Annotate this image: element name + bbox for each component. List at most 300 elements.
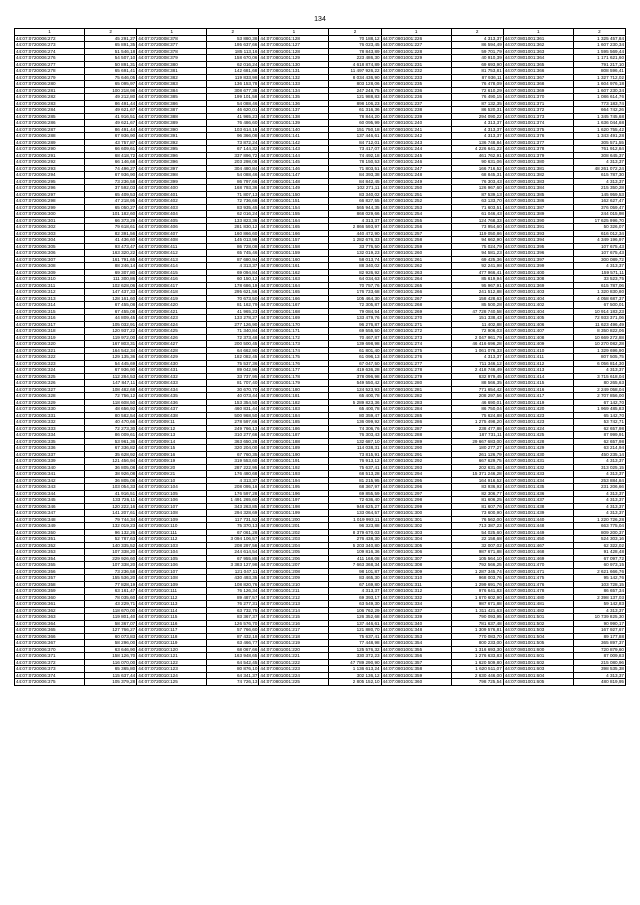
cadastral-number-cell: 44:07:0801001:265 bbox=[381, 282, 451, 289]
cadastral-value-cell: 176 733,68 bbox=[329, 289, 381, 296]
cadastral-value-cell: 1 329 696,90 bbox=[573, 347, 625, 354]
cadastral-value-cell: 69 393,17 bbox=[329, 594, 381, 601]
cadastral-value-cell: 83 340,02 bbox=[329, 191, 381, 198]
cadastral-value-cell: 4 313,37 bbox=[573, 367, 625, 374]
cadastral-number-cell: 44:07:0801001:357 bbox=[381, 659, 451, 666]
cadastral-value-cell: 58 367,07 bbox=[85, 620, 137, 627]
cadastral-number-cell: 44:07:0801001:273 bbox=[381, 334, 451, 341]
cadastral-number-cell: 44:07:0801001:194 bbox=[259, 477, 329, 484]
cadastral-value-cell: 59 701,79 bbox=[451, 48, 503, 55]
cadastral-number-cell: 44:07:0720006:315 bbox=[15, 308, 85, 315]
cadastral-value-cell: 549 550,42 bbox=[329, 380, 381, 387]
column-header: 1 bbox=[15, 29, 85, 36]
cadastral-value-cell: 76 277,31 bbox=[207, 601, 259, 608]
cadastral-value-cell: 81 162,79 bbox=[207, 302, 259, 309]
cadastral-value-cell: 73 954,60 bbox=[451, 224, 503, 231]
column-header: 2 bbox=[85, 29, 137, 36]
cadastral-value-cell: 37 592,03 bbox=[85, 185, 137, 192]
cadastral-number-cell: 44:07:0720010:104 bbox=[137, 484, 207, 491]
cadastral-value-cell: 64 341,37 bbox=[207, 672, 259, 679]
cadastral-number-cell: 44:07:0801001:240 bbox=[381, 120, 451, 127]
cadastral-value-cell: 93 473,47 bbox=[85, 243, 137, 250]
cadastral-number-cell: 44:07:0801001:505 bbox=[503, 640, 573, 647]
cadastral-number-cell: 44:07:0720010:117 bbox=[137, 627, 207, 634]
cadastral-value-cell: 4 313,37 bbox=[207, 263, 259, 270]
cadastral-number-cell: 44:07:0720006:375 bbox=[15, 679, 85, 686]
cadastral-number-cell: 44:07:0801001:480 bbox=[503, 594, 573, 601]
cadastral-number-cell: 44:07:0801001:467 bbox=[503, 542, 573, 549]
cadastral-value-cell: 798 725,54 bbox=[451, 679, 503, 686]
cadastral-number-cell: 44:07:0801001:227 bbox=[381, 42, 451, 49]
cadastral-number-cell: 44:07:0801001:242 bbox=[381, 133, 451, 140]
cadastral-value-cell: 1 171 621,60 bbox=[573, 55, 625, 62]
cadastral-value-cell: 72 933 371,06 bbox=[573, 315, 625, 322]
cadastral-value-cell: 4 313,37 bbox=[573, 178, 625, 185]
cadastral-value-cell: 419 636,28 bbox=[329, 367, 381, 374]
cadastral-number-cell: 44:07:0720010:108 bbox=[137, 575, 207, 582]
table-body bbox=[15, 35, 626, 685]
cadastral-value-cell: 450 235,14 bbox=[573, 451, 625, 458]
cadastral-number-cell: 44:07:0801001:355 bbox=[381, 646, 451, 653]
cadastral-value-cell: 72 273,30 bbox=[85, 425, 137, 432]
cadastral-number-cell: 44:07:0801001:214 bbox=[259, 607, 329, 614]
cadastral-value-cell: 73 236,58 bbox=[85, 178, 137, 185]
cadastral-value-cell: 310 277,66 bbox=[207, 432, 259, 439]
cadastral-value-cell: 70 467,87 bbox=[329, 334, 381, 341]
cadastral-value-cell: 54 088,46 bbox=[207, 172, 259, 179]
cadastral-value-cell: 178 686,19 bbox=[207, 282, 259, 289]
cadastral-value-cell: 105 564,10 bbox=[451, 555, 503, 562]
cadastral-value-cell: 73 236,58 bbox=[85, 568, 137, 575]
cadastral-number-cell: 44:07:0720006:304 bbox=[15, 237, 85, 244]
cadastral-value-cell: 53 961,36 bbox=[85, 438, 137, 445]
cadastral-value-cell: 87 432,18 bbox=[207, 633, 259, 640]
column-header: 1 bbox=[259, 29, 329, 36]
cadastral-number-cell: 44:07:0801001:247 bbox=[381, 165, 451, 172]
cadastral-number-cell: 44:07:0801001:262 bbox=[381, 263, 451, 270]
cadastral-number-cell: 44:07:0801001:229 bbox=[381, 55, 451, 62]
cadastral-number-cell: 44:07:0801001:424 bbox=[503, 425, 573, 432]
cadastral-value-cell: 65 095,97 bbox=[85, 81, 137, 88]
cadastral-value-cell: 88 340,02 bbox=[329, 263, 381, 270]
cadastral-number-cell: 44:07:0801001:503 bbox=[503, 627, 573, 634]
cadastral-number-cell: 44:07:0720010:108 bbox=[137, 510, 207, 517]
cadastral-number-cell: 44:07:0801001:215 bbox=[259, 614, 329, 621]
cadastral-number-cell: 44:07:0720010:111 bbox=[137, 588, 207, 595]
cadastral-value-cell: 1 320 830,80 bbox=[573, 289, 625, 296]
cadastral-value-cell: 430 493,35 bbox=[207, 575, 259, 582]
cadastral-value-cell: 103 614,16 bbox=[207, 126, 259, 133]
cadastral-value-cell: 244 614,54 bbox=[207, 549, 259, 556]
cadastral-value-cell: 398 535,38 bbox=[573, 666, 625, 673]
cadastral-number-cell: 44:07:0720010:118 bbox=[137, 633, 207, 640]
cadastral-number-cell: 44:07:0720006:296 bbox=[15, 185, 85, 192]
cadastral-number-cell: 44:07:0801001:206 bbox=[259, 555, 329, 562]
cadastral-value-cell: 46 690,01 bbox=[451, 399, 503, 406]
cadastral-number-cell: 44:07:0801001:196 bbox=[259, 490, 329, 497]
cadastral-number-cell: 44:07:0720008:433 bbox=[137, 380, 207, 387]
cadastral-value-cell: 87 999,91 bbox=[573, 432, 625, 439]
cadastral-number-cell: 44:07:0720006:348 bbox=[15, 516, 85, 523]
cadastral-number-cell: 44:07:0720010:105 bbox=[137, 490, 207, 497]
cadastral-value-cell: 67 336,82 bbox=[85, 445, 137, 452]
cadastral-value-cell: 74 306,76 bbox=[329, 425, 381, 432]
cadastral-value-cell: 68 513,28 bbox=[329, 471, 381, 478]
cadastral-value-cell: 319 553,60 bbox=[207, 458, 259, 465]
cadastral-value-cell: 1 636 044,68 bbox=[573, 120, 625, 127]
cadastral-value-cell: 68 845,31 bbox=[451, 172, 503, 179]
cadastral-number-cell: 44:07:0801001:211 bbox=[259, 588, 329, 595]
cadastral-number-cell: 44:07:0720006:345 bbox=[15, 497, 85, 504]
cadastral-number-cell: 44:07:0801001:387 bbox=[503, 204, 573, 211]
cadastral-value-cell: 118 670,00 bbox=[85, 607, 137, 614]
cadastral-value-cell: 41 965,23 bbox=[207, 113, 259, 120]
cadastral-value-cell: 41 916,51 bbox=[85, 490, 137, 497]
cadastral-number-cell: 44:07:0720008:434 bbox=[137, 386, 207, 393]
cadastral-value-cell: 11 402,88 bbox=[451, 321, 503, 328]
cadastral-value-cell: 120 937,22 bbox=[85, 328, 137, 335]
cadastral-number-cell: 44:07:0801001:138 bbox=[259, 113, 329, 120]
cadastral-value-cell: 86 491,44 bbox=[85, 100, 137, 107]
cadastral-value-cell: 82 926,92 bbox=[329, 269, 381, 276]
cadastral-value-cell: 87 132,35 bbox=[451, 100, 503, 107]
cadastral-number-cell: 44:07:0720006:328 bbox=[15, 393, 85, 400]
cadastral-number-cell: 44:07:0720006:302 bbox=[15, 224, 85, 231]
cadastral-number-cell: 44:07:0801001:478 bbox=[503, 588, 573, 595]
cadastral-number-cell: 44:07:0720006:277 bbox=[15, 61, 85, 68]
cadastral-value-cell: 1 670 602,90 bbox=[451, 594, 503, 601]
cadastral-number-cell: 44:07:0801001:137 bbox=[259, 107, 329, 114]
cadastral-number-cell: 44:07:0720008:404 bbox=[137, 211, 207, 218]
cadastral-value-cell: 32 007,02 bbox=[451, 542, 503, 549]
cadastral-value-cell: 948 625,27 bbox=[329, 503, 381, 510]
cadastral-number-cell: 44:07:0801001:396 bbox=[503, 250, 573, 257]
cadastral-value-cell: 247 248,75 bbox=[329, 87, 381, 94]
cadastral-number-cell: 44:07:0801001:428 bbox=[503, 438, 573, 445]
cadastral-value-cell: 81 707,40 bbox=[207, 380, 259, 387]
cadastral-value-cell: 103 728,15 bbox=[573, 581, 625, 588]
cadastral-value-cell: 69 094,84 bbox=[207, 269, 259, 276]
cadastral-number-cell: 44:07:0801001:163 bbox=[259, 276, 329, 283]
cadastral-number-cell: 44:07:0720008:379 bbox=[137, 55, 207, 62]
cadastral-number-cell: 44:07:0801001:367 bbox=[503, 74, 573, 81]
cadastral-value-cell: 120 222,16 bbox=[85, 503, 137, 510]
cadastral-value-cell: 807 505,75 bbox=[573, 354, 625, 361]
cadastral-number-cell: 44:07:0720006:336 bbox=[15, 445, 85, 452]
cadastral-value-cell: 129 135,36 bbox=[85, 354, 137, 361]
cadastral-value-cell: 68 067,66 bbox=[207, 646, 259, 653]
cadastral-number-cell: 44:07:0801001:253 bbox=[381, 204, 451, 211]
cadastral-number-cell: 44:07:0801001:332 bbox=[381, 594, 451, 601]
cadastral-value-cell: 4 313,37 bbox=[451, 133, 503, 140]
cadastral-number-cell: 44:07:0801001:170 bbox=[259, 321, 329, 328]
cadastral-value-cell: 202 631,08 bbox=[451, 464, 503, 471]
cadastral-value-cell: 4 313,37 bbox=[573, 497, 625, 504]
cadastral-number-cell: 44:07:0801001:412 bbox=[503, 360, 573, 367]
cadastral-value-cell: 119 833,98 bbox=[207, 74, 259, 81]
cadastral-value-cell: 17 625 996,70 bbox=[573, 217, 625, 224]
cadastral-value-cell: 50 326,07 bbox=[573, 224, 625, 231]
cadastral-value-cell: 41 436,60 bbox=[85, 237, 137, 244]
cadastral-number-cell: 44:07:0720008:417 bbox=[137, 282, 207, 289]
cadastral-value-cell: 133 823,36 bbox=[207, 217, 259, 224]
cadastral-number-cell: 44:07:0720006:329 bbox=[15, 399, 85, 406]
cadastral-value-cell: 89 177,88 bbox=[573, 633, 625, 640]
cadastral-value-cell: 83 465,30 bbox=[329, 575, 381, 582]
cadastral-value-cell: 133 278,27 bbox=[207, 315, 259, 322]
cadastral-number-cell: 44:07:0801001:129 bbox=[259, 55, 329, 62]
cadastral-number-cell: 44:07:0801001:164 bbox=[259, 217, 329, 224]
cadastral-value-cell: 10 270 082,28 bbox=[573, 341, 625, 348]
cadastral-number-cell: 44:07:0720010:10 bbox=[137, 477, 207, 484]
cadastral-number-cell: 44:07:0801001:299 bbox=[381, 503, 451, 510]
cadastral-value-cell: 155 536,20 bbox=[85, 575, 137, 582]
column-header: 2 bbox=[451, 29, 503, 36]
cadastral-value-cell: 158 428,63 bbox=[451, 295, 503, 302]
cadastral-number-cell: 44:07:0720006:361 bbox=[15, 601, 85, 608]
cadastral-number-cell: 44:07:0801001:222 bbox=[259, 659, 329, 666]
cadastral-number-cell: 44:07:0720006:316 bbox=[15, 315, 85, 322]
cadastral-value-cell: 664 742,26 bbox=[573, 107, 625, 114]
cadastral-number-cell: 44:07:0801001:252 bbox=[381, 198, 451, 205]
cadastral-value-cell: 63 466,77 bbox=[207, 640, 259, 647]
cadastral-value-cell: 773 183,74 bbox=[573, 100, 625, 107]
cadastral-number-cell: 44:07:0801001:374 bbox=[503, 120, 573, 127]
cadastral-number-cell: 44:07:0801001:228 bbox=[381, 48, 451, 55]
cadastral-value-cell: 65 891,35 bbox=[85, 42, 137, 49]
cadastral-value-cell: 616 012,34 bbox=[573, 230, 625, 237]
cadastral-number-cell: 44:07:0720008:425 bbox=[137, 328, 207, 335]
cadastral-number-cell: 44:07:0801001:127 bbox=[259, 42, 329, 49]
cadastral-value-cell: 132 019,23 bbox=[85, 523, 137, 530]
cadastral-value-cell: 75 024,79 bbox=[451, 243, 503, 250]
cadastral-value-table bbox=[14, 28, 626, 686]
cadastral-value-cell: 40 073,44 bbox=[207, 393, 259, 400]
cadastral-value-cell: 141 207,61 bbox=[85, 510, 137, 517]
cadastral-number-cell: 44:07:0801001:504 bbox=[503, 633, 573, 640]
cadastral-number-cell: 44:07:0801001:389 bbox=[503, 211, 573, 218]
cadastral-number-cell: 44:07:0801001:174 bbox=[259, 347, 329, 354]
cadastral-number-cell: 44:07:0720008:397 bbox=[137, 165, 207, 172]
cadastral-number-cell: 44:07:0801001:470 bbox=[503, 562, 573, 569]
cadastral-number-cell: 44:07:0801001:397 bbox=[503, 256, 573, 263]
cadastral-number-cell: 44:07:0720010:106 bbox=[137, 562, 207, 569]
cadastral-number-cell: 44:07:0720010:110 bbox=[137, 523, 207, 530]
cadastral-value-cell: 215 080,96 bbox=[573, 659, 625, 666]
cadastral-number-cell: 44:07:0720009:15 bbox=[137, 445, 207, 452]
cadastral-number-cell: 44:07:0720006:274 bbox=[15, 48, 85, 55]
cadastral-number-cell: 44:07:0801001:149 bbox=[259, 185, 329, 192]
cadastral-number-cell: 44:07:0720010:112 bbox=[137, 536, 207, 543]
cadastral-value-cell: 95 142,76 bbox=[573, 575, 625, 582]
cadastral-number-cell: 44:07:0801001:281 bbox=[381, 386, 451, 393]
cadastral-number-cell: 44:07:0720006:340 bbox=[15, 464, 85, 471]
cadastral-number-cell: 44:07:0801001:449 bbox=[503, 529, 573, 536]
cadastral-number-cell: 44:07:0801001:201 bbox=[259, 523, 329, 530]
cadastral-value-cell: 72 610,29 bbox=[451, 87, 503, 94]
cadastral-value-cell: 1 604 976,18 bbox=[573, 81, 625, 88]
cadastral-value-cell: 80 876,10 bbox=[207, 666, 259, 673]
cadastral-value-cell: 1 311 421,63 bbox=[451, 607, 503, 614]
cadastral-number-cell: 44:07:0720010:116 bbox=[137, 620, 207, 627]
cadastral-value-cell: 80 265,63 bbox=[573, 380, 625, 387]
cadastral-value-cell: 4 313,37 bbox=[573, 510, 625, 517]
cadastral-number-cell: 44:07:0720006:287 bbox=[15, 126, 85, 133]
cadastral-value-cell: 86 750,04 bbox=[451, 406, 503, 413]
cadastral-value-cell: 81 215,95 bbox=[329, 477, 381, 484]
cadastral-number-cell: 44:07:0801001:165 bbox=[259, 224, 329, 231]
cadastral-number-cell: 44:07:0720008:382 bbox=[137, 74, 207, 81]
cadastral-value-cell: 80 359,47 bbox=[329, 412, 381, 419]
cadastral-value-cell: 106 762,29 bbox=[329, 607, 381, 614]
cadastral-number-cell: 44:07:0720006:349 bbox=[15, 523, 85, 530]
cadastral-number-cell: 44:07:0801001:312 bbox=[381, 588, 451, 595]
cadastral-value-cell: 71 340,84 bbox=[207, 328, 259, 335]
cadastral-number-cell: 44:07:0720008:420 bbox=[137, 302, 207, 309]
cadastral-value-cell: 2 047 961,79 bbox=[451, 334, 503, 341]
cadastral-value-cell: 105 032,91 bbox=[85, 321, 137, 328]
cadastral-value-cell: 126 967,60 bbox=[451, 185, 503, 192]
cadastral-number-cell: 44:07:0801001:183 bbox=[259, 406, 329, 413]
cadastral-value-cell: 330 372,23 bbox=[329, 653, 381, 660]
column-header: 1 bbox=[137, 29, 207, 36]
cadastral-value-cell: 72 906,03 bbox=[451, 328, 503, 335]
cadastral-value-cell: 4 313,37 bbox=[573, 471, 625, 478]
cadastral-value-cell: 36 805,08 bbox=[85, 477, 137, 484]
cadastral-value-cell: 800 233,00 bbox=[451, 640, 503, 647]
cadastral-value-cell: 440 472,90 bbox=[329, 230, 381, 237]
cadastral-number-cell: 44:07:0801001:291 bbox=[381, 451, 451, 458]
cadastral-value-cell: 1 607 230,34 bbox=[573, 42, 625, 49]
cadastral-value-cell: 72 636,40 bbox=[329, 497, 381, 504]
cadastral-number-cell: 44:07:0801001:468 bbox=[503, 549, 573, 556]
cadastral-value-cell: 67 955,88 bbox=[207, 555, 259, 562]
cadastral-value-cell: 500 968,50 bbox=[207, 412, 259, 419]
cadastral-number-cell: 44:07:0720006:374 bbox=[15, 672, 85, 679]
cadastral-value-cell: 1 282 676,33 bbox=[329, 237, 381, 244]
cadastral-number-cell: 44:07:0720010:123 bbox=[137, 666, 207, 673]
cadastral-value-cell: 33 776,50 bbox=[329, 243, 381, 250]
cadastral-value-cell: 187 731,11 bbox=[451, 432, 503, 439]
cadastral-number-cell: 44:07:0720008:414 bbox=[137, 263, 207, 270]
cadastral-number-cell: 44:07:0801001:284 bbox=[381, 406, 451, 413]
cadastral-value-cell: 136 099,92 bbox=[329, 419, 381, 426]
cadastral-value-cell: 2 418 746,49 bbox=[451, 367, 503, 374]
cadastral-value-cell: 78 843,89 bbox=[329, 48, 381, 55]
cadastral-value-cell: 47 789 290,90 bbox=[329, 659, 381, 666]
cadastral-value-cell: 127 766,27 bbox=[85, 627, 137, 634]
cadastral-value-cell: 167 803,31 bbox=[85, 341, 137, 348]
cadastral-number-cell: 44:07:0720008:401 bbox=[137, 191, 207, 198]
cadastral-value-cell: 4 313,37 bbox=[573, 159, 625, 166]
cadastral-value-cell: 313 025,15 bbox=[573, 464, 625, 471]
cadastral-number-cell: 44:07:0801001:280 bbox=[381, 380, 451, 387]
cadastral-number-cell: 44:07:0801001:159 bbox=[259, 250, 329, 257]
cadastral-value-cell: 118 608,50 bbox=[85, 399, 137, 406]
cadastral-number-cell: 44:07:0801001:337 bbox=[381, 607, 451, 614]
cadastral-value-cell: 667 629,75 bbox=[451, 458, 503, 465]
cadastral-value-cell: 64 542,45 bbox=[207, 659, 259, 666]
cadastral-number-cell: 44:07:0801001:309 bbox=[381, 568, 451, 575]
cadastral-value-cell: 791 217,10 bbox=[573, 61, 625, 68]
page-number: 134 bbox=[314, 16, 326, 23]
cadastral-value-cell: 83 935,45 bbox=[207, 204, 259, 211]
cadastral-number-cell: 44:07:0801001:475 bbox=[503, 575, 573, 582]
cadastral-value-cell: 79 084,54 bbox=[329, 308, 381, 315]
cadastral-value-cell: 67 936,90 bbox=[85, 367, 137, 374]
cadastral-value-cell: 67 169,80 bbox=[329, 581, 381, 588]
cadastral-value-cell: 115 637,44 bbox=[85, 672, 137, 679]
cadastral-value-cell: 77 828,19 bbox=[85, 581, 137, 588]
cadastral-number-cell: 44:07:0801001:135 bbox=[259, 94, 329, 101]
cadastral-value-cell: 79 744,34 bbox=[85, 516, 137, 523]
cadastral-value-cell: 76 562,00 bbox=[451, 516, 503, 523]
cadastral-number-cell: 44:07:0720006:279 bbox=[15, 74, 85, 81]
cadastral-number-cell: 44:07:0801001:419 bbox=[503, 399, 573, 406]
cadastral-value-cell: 163 320,22 bbox=[85, 250, 137, 257]
cadastral-value-cell: 4 058 687,37 bbox=[573, 295, 625, 302]
cadastral-value-cell: 65 400,78 bbox=[329, 406, 381, 413]
cadastral-value-cell: 63 214,94 bbox=[573, 445, 625, 452]
cadastral-number-cell: 44:07:0801001:287 bbox=[381, 425, 451, 432]
cadastral-number-cell: 44:07:0801001:142 bbox=[259, 139, 329, 146]
cadastral-number-cell: 44:07:0801001:141 bbox=[259, 133, 329, 140]
cadastral-number-cell: 44:07:0801001:217 bbox=[259, 627, 329, 634]
cadastral-value-cell: 4 313,37 bbox=[329, 217, 381, 224]
cadastral-value-cell: 4 313,37 bbox=[207, 477, 259, 484]
column-header: 2 bbox=[329, 29, 381, 36]
cadastral-number-cell: 44:07:0801001:340 bbox=[381, 620, 451, 627]
cadastral-value-cell: 107 675,43 bbox=[573, 243, 625, 250]
cadastral-value-cell: 22 158,68 bbox=[451, 536, 503, 543]
cadastral-number-cell: 44:07:0720006:335 bbox=[15, 438, 85, 445]
cadastral-number-cell: 44:07:0720006:310 bbox=[15, 276, 85, 283]
cadastral-value-cell: 65 691,41 bbox=[85, 68, 137, 75]
cadastral-value-cell: 71 807,13 bbox=[207, 191, 259, 198]
cadastral-number-cell: 44:07:0801001:221 bbox=[259, 653, 329, 660]
cadastral-number-cell: 44:07:0801001:264 bbox=[381, 276, 451, 283]
cadastral-number-cell: 44:07:0720006:273 bbox=[15, 42, 85, 49]
cadastral-number-cell: 44:07:0720006:319 bbox=[15, 334, 85, 341]
cadastral-number-cell: 44:07:0801001:255 bbox=[381, 217, 451, 224]
cadastral-value-cell: 86 728,08 bbox=[207, 243, 259, 250]
cadastral-value-cell: 65 365,80 bbox=[85, 666, 137, 673]
cadastral-value-cell: 96 366,08 bbox=[207, 133, 259, 140]
cadastral-number-cell: 44:07:0801001:212 bbox=[259, 594, 329, 601]
cadastral-value-cell: 68 418,72 bbox=[85, 152, 137, 159]
cadastral-number-cell: 44:07:0801001:168 bbox=[259, 308, 329, 315]
cadastral-value-cell: 4 313,37 bbox=[451, 120, 503, 127]
cadastral-number-cell: 44:07:0801001:359 bbox=[381, 672, 451, 679]
cadastral-value-cell: 64 034,63 bbox=[329, 276, 381, 283]
cadastral-value-cell: 2 866 593,97 bbox=[329, 224, 381, 231]
cadastral-number-cell: 44:07:0720006:299 bbox=[15, 204, 85, 211]
cadastral-value-cell: 54 088,46 bbox=[207, 100, 259, 107]
cadastral-number-cell: 44:07:0720006:301 bbox=[15, 217, 85, 224]
cadastral-value-cell: 66 827,55 bbox=[329, 198, 381, 205]
cadastral-number-cell: 44:07:0801001:354 bbox=[381, 640, 451, 647]
cadastral-value-cell: 46 416 696,28 bbox=[451, 341, 503, 348]
cadastral-value-cell: 253 884,84 bbox=[573, 477, 625, 484]
cadastral-number-cell: 44:07:0801001:294 bbox=[381, 471, 451, 478]
cadastral-value-cell: 10 669 272,88 bbox=[573, 334, 625, 341]
cadastral-value-cell: 65 050,27 bbox=[85, 204, 137, 211]
cadastral-value-cell: 308 677,38 bbox=[207, 87, 259, 94]
cadastral-number-cell: 44:07:0801001:181 bbox=[259, 393, 329, 400]
cadastral-number-cell: 44:07:0801001:260 bbox=[381, 250, 451, 257]
cadastral-value-cell: 86 520,31 bbox=[451, 107, 503, 114]
cadastral-value-cell: 287 222,95 bbox=[207, 464, 259, 471]
